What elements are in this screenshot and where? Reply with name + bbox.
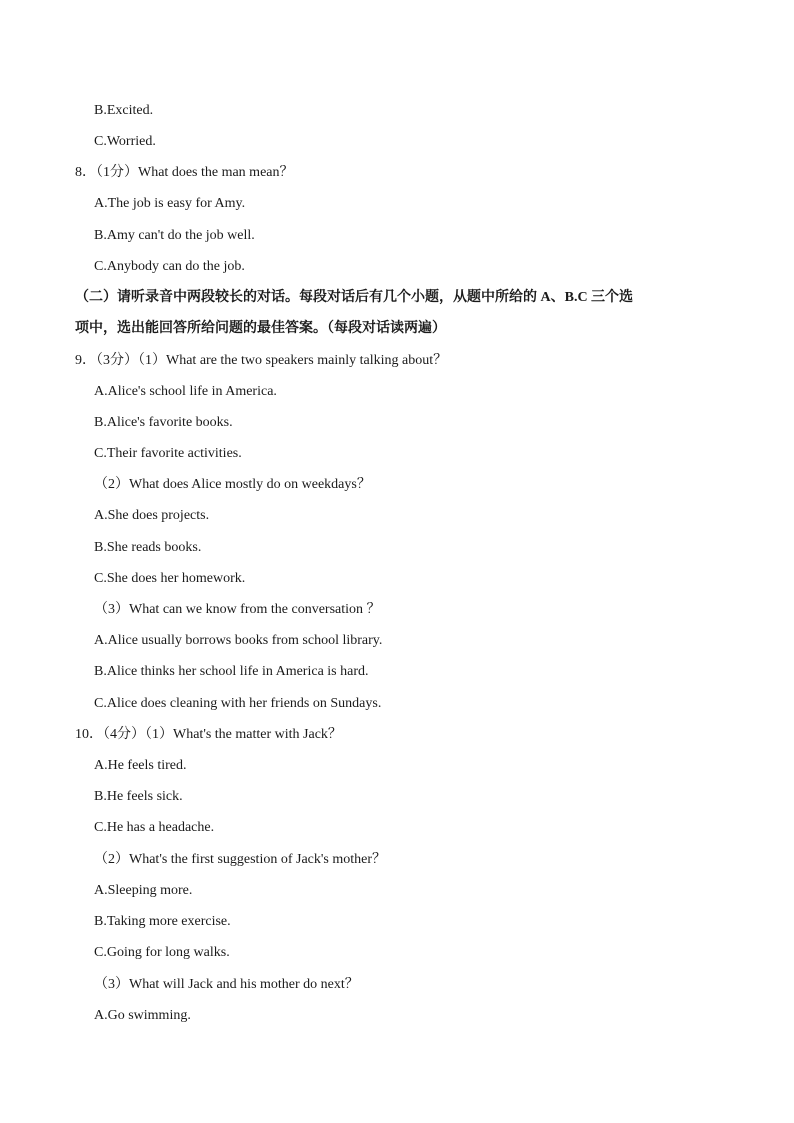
question-10-sub-3: （3）What will Jack and his mother do next？ (94, 977, 359, 992)
question-10-sub-2: （2）What's the first suggestion of Jack's mother？ (94, 852, 386, 867)
q8-option-a: A.The job is easy for Amy. (94, 196, 246, 211)
q8-option-b: B.Amy can't do the job well. (94, 228, 255, 243)
question-9-sub-2: （2）What does Alice mostly do on weekdays？ (94, 477, 371, 492)
q10-3-option-a: A.Go swimming. (94, 1008, 191, 1023)
q10-1-option-c: C.He has a headache. (94, 820, 215, 835)
q10-1-option-a: A.He feels tired. (94, 758, 187, 773)
question-9-sub-1: 9．（3分）（1）What are the two speakers mainly talking about？ (75, 353, 448, 368)
q9-3-option-b: B.Alice thinks her school life in America is hard. (94, 664, 369, 679)
q9-2-option-b: B.She reads books. (94, 540, 202, 555)
q10-2-option-c: C.Going for long walks. (94, 945, 230, 960)
question-10-sub-1: 10．（4分）（1）What's the matter with Jack？ (75, 727, 342, 742)
q10-1-option-b: B.He feels sick. (94, 789, 183, 804)
section-instruction-line1: （二）请听录音中两段较长的对话。每段对话后有几个小题，从题中所给的 A、B.C 三个选 (75, 290, 634, 305)
question-8: 8．（1分）What does the man mean？ (75, 165, 294, 180)
q7-option-c: C.Worried. (94, 134, 156, 149)
q9-2-option-c: C.She does her homework. (94, 571, 246, 586)
q9-3-option-a: A.Alice usually borrows books from school library. (94, 633, 383, 648)
q9-1-option-c: C.Their favorite activities. (94, 446, 242, 461)
section-instruction-line2: 项中，选出能回答所给问题的最佳答案。（每段对话读两遍） (75, 321, 446, 336)
q9-1-option-a: A.Alice's school life in America. (94, 384, 277, 399)
q9-2-option-a: A.She does projects. (94, 508, 210, 523)
q8-option-c: C.Anybody can do the job. (94, 259, 245, 274)
question-9-sub-3: （3）What can we know from the conversation ？ (94, 602, 381, 617)
q10-2-option-a: A.Sleeping more. (94, 883, 193, 898)
q7-option-b: B.Excited. (94, 103, 154, 118)
q9-1-option-b: B.Alice's favorite books. (94, 415, 233, 430)
q10-2-option-b: B.Taking more exercise. (94, 914, 231, 929)
q9-3-option-c: C.Alice does cleaning with her friends on Sundays. (94, 696, 382, 711)
